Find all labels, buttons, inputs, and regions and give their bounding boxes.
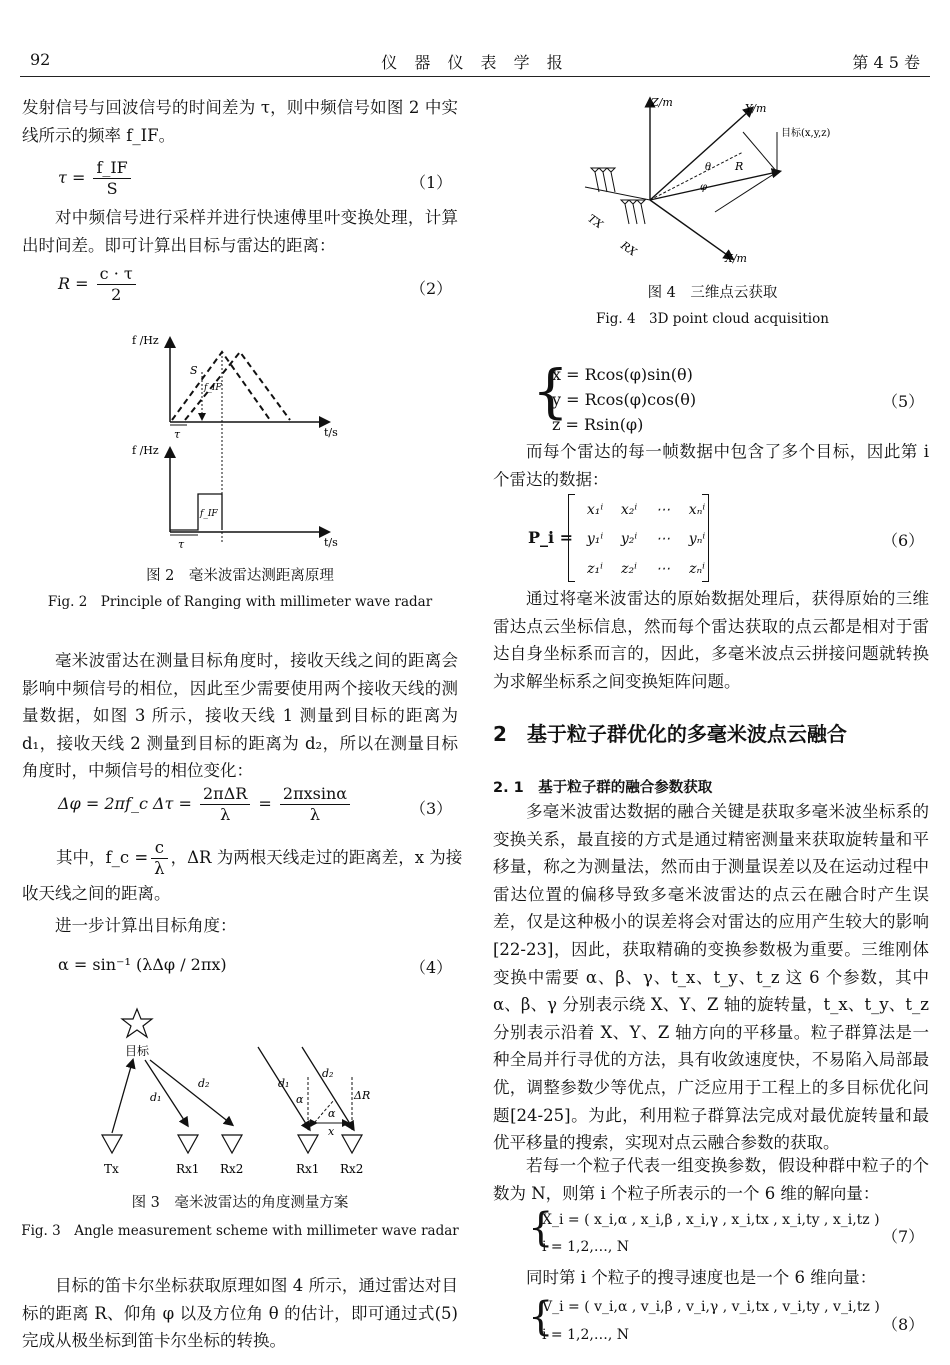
fig3-rx2-label-left: Rx2 — [220, 1162, 244, 1176]
eq8-line-1: V_i = ( v_i,α , v_i,β , v_i,γ , v_i,tx , v_i,ty , v_i,tz ) — [542, 1299, 880, 1315]
fig3-rx1-antenna-icon — [178, 1135, 198, 1153]
fig2-top-ylabel: f /Hz — [132, 334, 159, 347]
eq5-line-1: x = Rcos(φ)sin(θ) — [552, 365, 693, 384]
fig2-caption-block — [0, 564, 480, 614]
eq6-number: （6） — [882, 531, 925, 550]
eq1-num: f_IF — [93, 158, 130, 179]
volume-label: 第 4 5 卷 — [852, 53, 920, 72]
fig3-target-label: 目标 — [125, 1044, 150, 1058]
equation-3 — [58, 784, 353, 825]
right-para-2: 通过将毫米波雷达的原始数据处理后，获得原始的三维雷达点云坐标信息，然而每个雷达获取的点云都是相对于雷达自身坐标系而言的，因此，多毫米波点云拼接问题就转换为求解坐标系之间变换矩阵问题。 — [493, 589, 929, 691]
fig3-rx1-label-left: Rx1 — [176, 1162, 200, 1176]
fig2-bottom-ylabel: f /Hz — [132, 444, 159, 457]
eq2-num: c · τ — [97, 264, 136, 285]
eq2-fraction — [97, 264, 136, 305]
fig4-phi-label: φ — [700, 182, 708, 193]
eq3-den2: λ — [309, 805, 321, 824]
p4-frac-den: λ — [154, 859, 165, 878]
eq5-brace: { — [532, 357, 569, 425]
fig3-d2-label-right: d₂ — [322, 1067, 334, 1080]
eq2-den: 2 — [111, 285, 122, 304]
fig4-caption-en: Fig. 4 3D point cloud acquisition — [596, 311, 829, 327]
fig3-tx-antenna-icon — [102, 1135, 122, 1153]
eq3-num2: 2πxsinα — [280, 784, 350, 805]
equation-4: α = sin⁻¹ (λΔφ / 2πx) — [58, 955, 227, 974]
fig2-rx-chirp — [185, 352, 290, 420]
fig3-alpha-1: α — [296, 1093, 304, 1106]
m-r3c1: z₁ⁱ — [587, 561, 603, 577]
fig2-fif-label-top: f_IF — [204, 383, 222, 393]
eq3-number: （3） — [410, 799, 453, 818]
eq7-number: （7） — [882, 1227, 925, 1246]
m-r1c2: x₂ⁱ — [620, 502, 638, 518]
equation-2 — [58, 264, 139, 305]
eq5-line-3: z = Rsin(φ) — [552, 415, 644, 434]
eq6-lhs: P_i = — [528, 528, 574, 547]
p4-frac-num: c — [151, 838, 167, 859]
eq4-number: （4） — [410, 958, 453, 977]
right-para-1: 而每个雷达的每一帧数据中包含了多个目标，因此第 i 个雷达的数据： — [493, 442, 929, 489]
fig4-caption-block — [475, 281, 950, 326]
fig4-theta-label: θ — [705, 162, 712, 173]
eq3-frac1 — [200, 784, 250, 825]
page-number: 92 — [30, 50, 51, 69]
m-r3c3: ⋯ — [656, 561, 670, 577]
fig3-rx2-antenna-icon — [222, 1135, 242, 1153]
fig4-proj-line — [650, 152, 743, 200]
m-r2c2: y₂ⁱ — [620, 531, 638, 547]
eq3-lhs: Δφ = 2πf_c Δτ = — [58, 794, 192, 813]
fig3-rx2-antenna-right-icon — [342, 1135, 362, 1153]
fig2-tau-top: τ — [174, 428, 181, 441]
fig4-box-line-2 — [715, 172, 777, 212]
fig3-d2-ray — [150, 1060, 230, 1123]
header-rule — [20, 76, 930, 77]
left-para-1: 发射信号与回波信号的时间差为 τ，则中频信号如图 2 中实线所示的频率 f_IF。 — [22, 98, 458, 145]
eq2-lhs: R = — [58, 274, 89, 293]
eq3-equals: = — [258, 794, 272, 813]
section-2-1-heading: 2. 1 基于粒子群的融合参数获取 — [493, 780, 713, 796]
fig2-top-xlabel: t/s — [324, 426, 338, 439]
fig3-d2-label-left: d₂ — [198, 1077, 210, 1090]
fig4-baseline — [585, 187, 650, 200]
fig4-target-label: 目标(x,y,z) — [781, 128, 831, 139]
m-r1c3: ⋯ — [656, 502, 670, 518]
left-para-4c: 收天线之间的距离。 — [22, 884, 171, 903]
eq1-lhs: τ = — [58, 168, 86, 187]
fig4-box-line-1 — [743, 132, 777, 172]
eq3-num1: 2πΔR — [200, 784, 250, 805]
fig4-caption-zh: 图 4 三维点云获取 — [647, 285, 778, 301]
m-r1c4: xₙⁱ — [688, 502, 706, 518]
section-2-heading: 2 基于粒子群优化的多毫米波点云融合 — [493, 722, 847, 746]
fig3-right-ray-2 — [302, 1047, 352, 1127]
fig3-caption-block — [0, 1191, 480, 1241]
journal-title: 仪 器 仪 表 学 报 — [381, 53, 569, 72]
fig3-d1-label-left: d₁ — [150, 1091, 162, 1104]
fig2-bottom-xlabel: t/s — [324, 536, 338, 549]
fig4-tx-array — [591, 168, 615, 192]
fig2-caption-zh: 图 2 毫米波雷达测距离原理 — [146, 568, 334, 584]
fig3-rx1-label-right: Rx1 — [296, 1162, 320, 1176]
equation-1 — [58, 158, 134, 199]
fig4-z-label: Z/m — [651, 96, 673, 109]
eq6-left-bracket — [568, 494, 575, 582]
eq1-fraction — [93, 158, 130, 199]
eq1-number: （1） — [410, 173, 453, 192]
eq5-number: （5） — [882, 392, 925, 411]
p4-fraction — [151, 838, 167, 879]
left-para-4 — [56, 838, 462, 879]
fig2-tau-bottom: τ — [178, 538, 185, 551]
fig4-y-label: Y/m — [745, 102, 767, 115]
eq8-line-2: i = 1,2,…, N — [542, 1327, 629, 1343]
figure-3 — [90, 1005, 390, 1180]
fig4-rx-array — [621, 200, 645, 224]
fig2-s-label: S — [190, 364, 198, 377]
fig2-caption-en: Fig. 2 Principle of Ranging with millimeter wave radar — [47, 594, 433, 610]
left-para-6: 目标的笛卡尔坐标获取原理如图 4 所示，通过雷达对目标的距离 R、仰角 φ 以及方位角 θ 的估计，即可通过式(5)完成从极坐标到笛卡尔坐标的转换。 — [22, 1276, 458, 1351]
eq3-frac2 — [280, 784, 350, 825]
right-para-5: 同时第 i 个粒子的搜寻速度也是一个 6 维向量： — [526, 1268, 877, 1287]
eq7-brace: { — [528, 1205, 554, 1251]
fig3-caption-zh: 图 3 毫米波雷达的角度测量方案 — [131, 1195, 349, 1211]
m-r3c4: zₙⁱ — [689, 561, 705, 577]
m-r2c1: y₁ⁱ — [586, 531, 604, 547]
fig3-rx1-antenna-right-icon — [298, 1135, 318, 1153]
fig4-x-axis — [650, 200, 730, 257]
fig3-alpha-2: α — [328, 1107, 336, 1120]
fig3-d1-label-right: d₁ — [278, 1077, 290, 1090]
fig4-r-label: R — [735, 160, 744, 173]
fig4-rx-label: RX — [618, 238, 639, 259]
left-para-5: 进一步计算出目标角度： — [55, 916, 237, 935]
eq2-number: （2） — [410, 279, 453, 298]
fig4-range-vector — [650, 172, 777, 200]
fig3-rx2-label-right: Rx2 — [340, 1162, 364, 1176]
eq1-den: S — [106, 179, 118, 198]
eq3-den1: λ — [220, 805, 231, 824]
right-para-3: 多毫米波雷达数据的融合关键是获取多毫米波坐标系的变换关系，最直接的方式是通过精密测量来获取旋转量和平移量，称之为测量法，然而由于测量误差以及在运动过程中雷达位置的偏移导致多毫米波雷达的点云在融合时产生误差，仅是这种极小的误差将会对雷达的应用产生较大的影响[22-23]，因此，获取精确的变换参数极为重要。三维刚体变换中需要 α、β、γ、t_x、t_y、t_z 这 6 个参数，其中 α、β、γ 分别表示绕 X、Y、Z 轴的旋转量，t_x、t_y、t_z 分别表示沿着 X、Y、Z 轴方向的平移量。粒子群算法是一种全局并行寻优的方法，具有收敛速度快，不易陷入局部最优，调整参数少等优点，广泛应用于工程上的多目标优化问题[24-25]。为此，利用粒子群算法完成对最优旋转量和最优平移量的搜索，实现对点云融合参数的获取。 — [493, 802, 929, 1153]
p4-part-b: ，ΔR 为两根天线走过的距离差，x 为接 — [170, 848, 463, 867]
left-para-3: 毫米波雷达在测量目标角度时，接收天线之间的距离会影响中频信号的相位，因此至少需要使用两个接收天线的测量数据，如图 3 所示，接收天线 1 测量到目标的距离为 d₁，接收天线 2 测量到目标的距离为 d₂，所以在测量目标角度时，中频信号的相位变化： — [22, 651, 458, 781]
fig3-tx-label: Tx — [104, 1162, 119, 1176]
fig4-tx-label: TX — [585, 211, 606, 232]
eq7-line-1: X_i = ( x_i,α , x_i,β , x_i,γ , x_i,tx , x_i,ty , x_i,tz ) — [542, 1212, 880, 1228]
m-r2c3: ⋯ — [656, 531, 670, 547]
p4-part-a: 其中，f_c = — [56, 848, 149, 867]
fig4-x-label: X/m — [725, 252, 747, 265]
fig3-dr-label: ΔR — [354, 1089, 371, 1102]
fig3-caption-en: Fig. 3 Angle measurement scheme with millimeter wave radar — [21, 1223, 459, 1239]
eq5-line-2: y = Rcos(φ)cos(θ) — [552, 390, 697, 409]
eq6-matrix — [578, 496, 714, 584]
figure-4 — [565, 92, 865, 272]
fig3-target-star-icon — [122, 1009, 152, 1037]
m-r2c4: yₙⁱ — [688, 531, 706, 547]
m-r1c1: x₁ⁱ — [586, 502, 604, 518]
left-para-2: 对中频信号进行采样并进行快速傅里叶变换处理，计算出时间差。即可计算出目标与雷达的距离： — [22, 208, 458, 255]
eq7-line-2: i = 1,2,…, N — [542, 1239, 629, 1255]
figure-2 — [120, 322, 350, 554]
eq8-brace: { — [528, 1294, 554, 1340]
right-para-4: 若每一个粒子代表一组变换参数，假设种群中粒子的个数为 N，则第 i 个粒子所表示的一个 6 维的解向量： — [493, 1156, 929, 1203]
fig2-fif-label-bottom: f_IF — [200, 509, 218, 519]
fig3-x-label: x — [328, 1125, 335, 1138]
fig3-tx-ray — [112, 1063, 132, 1133]
eq8-number: （8） — [882, 1315, 925, 1334]
m-r3c2: z₂ⁱ — [621, 561, 637, 577]
